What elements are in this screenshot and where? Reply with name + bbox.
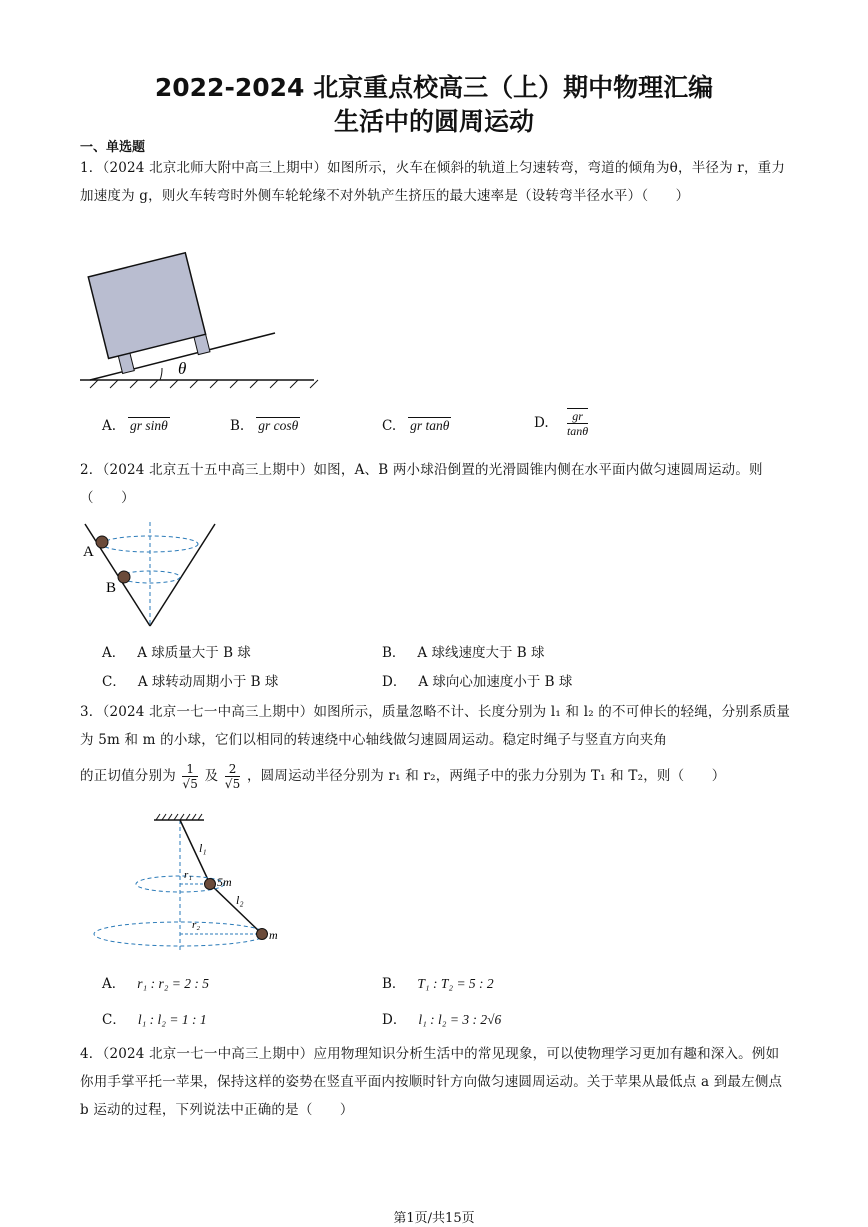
angle-theta-label: θ (178, 359, 187, 378)
section-heading: 一、单选题 (80, 140, 146, 155)
q2-option-d[interactable]: D． A 球向心加速度小于 B 球 (382, 674, 573, 690)
train-on-incline-figure (80, 258, 320, 388)
q3-option-c[interactable]: C． l₁ : l₂ = 1 : 1 (102, 1012, 207, 1028)
question-3-text-b: 的正切值分别为 $\frac{1}{√5}$ 及 $\frac{2}{√5}$ ，圆周运动半径分别为 r₁ 和 r₂，两绳子中的张力分别为 T₁ 和 T₂，则（ ） (80, 762, 726, 791)
question-2-text: 2．（2024 北京五十五中高三上期中）如图，A、B 两小球沿倒置的光滑圆锥内侧在水平面内做匀速圆周运动。则（ ） (80, 462, 763, 506)
label-5m: 5m (217, 875, 232, 889)
page-footer: 第1页/共15页 (393, 1211, 475, 1226)
q2-option-a[interactable]: A． A 球质量大于 B 球 (102, 645, 251, 661)
label-r1: r₁ (184, 869, 193, 881)
document-subtitle: 生活中的圆周运动 (333, 107, 534, 136)
q1-option-b[interactable]: B. gr cosθ (230, 418, 299, 434)
q1-option-a[interactable]: A. gr sinθ (102, 418, 168, 434)
q3-option-d[interactable]: D． l₁ : l₂ = 3 : 2√6 (382, 1012, 502, 1028)
inverted-cone-figure (80, 522, 230, 628)
q3-option-a[interactable]: A． r₁ : r₂ = 2 : 5 (102, 976, 209, 992)
question-3-text-a: 3．（2024 北京一七一中高三上期中）如图所示，质量忽略不计、长度分别为 l₁ 和 l₂ 的不可伸长的轻绳，分别系质量为 5m 和 m 的小球，它们以相同的转速绕中心轴线做匀速圆周运动。稳定时绳子与竖直方向夹角 (80, 704, 791, 748)
question-1-text: 1．（2024 北京北师大附中高三上期中）如图所示，火车在倾斜的轨道上匀速转弯，弯道的倾角为θ，半径为 r，重力加速度为 g，则火车转弯时外侧车轮轮缘不对外轨产生挤压的最大速率是（设转弯半径水平）（ ） (80, 160, 786, 204)
label-r2: r₂ (192, 919, 201, 931)
label-l2: l₂ (236, 893, 244, 907)
q1-option-c[interactable]: C. gr tanθ (382, 418, 450, 434)
two-rope-pendulum-figure (80, 812, 300, 952)
q3-option-b[interactable]: B． T₁ : T₂ = 5 : 2 (382, 976, 494, 992)
q2-option-c[interactable]: C． A 球转动周期小于 B 球 (102, 674, 279, 690)
ball-b-label: B (106, 580, 117, 596)
document-title: 2022-2024 北京重点校高三（上）期中物理汇编 (154, 73, 714, 102)
q2-option-b[interactable]: B． A 球线速度大于 B 球 (382, 645, 545, 661)
label-m: m (269, 928, 278, 942)
label-l1: l₁ (199, 841, 207, 855)
q1-option-d[interactable]: D. $\frac{gr}{\tan\theta}$ (534, 409, 589, 438)
ball-a-label: A (83, 544, 94, 560)
question-4-text: 4．（2024 北京一七一中高三上期中）应用物理知识分析生活中的常见现象，可以使物理学习更加有趣和深入。例如你用手掌平托一苹果，保持这样的姿势在竖直平面内按顺时针方向做匀速圆周运动。关于苹果从最低点 a 到最左侧点 b 运动的过程，下列说法中正确的是（ ） (80, 1046, 783, 1118)
